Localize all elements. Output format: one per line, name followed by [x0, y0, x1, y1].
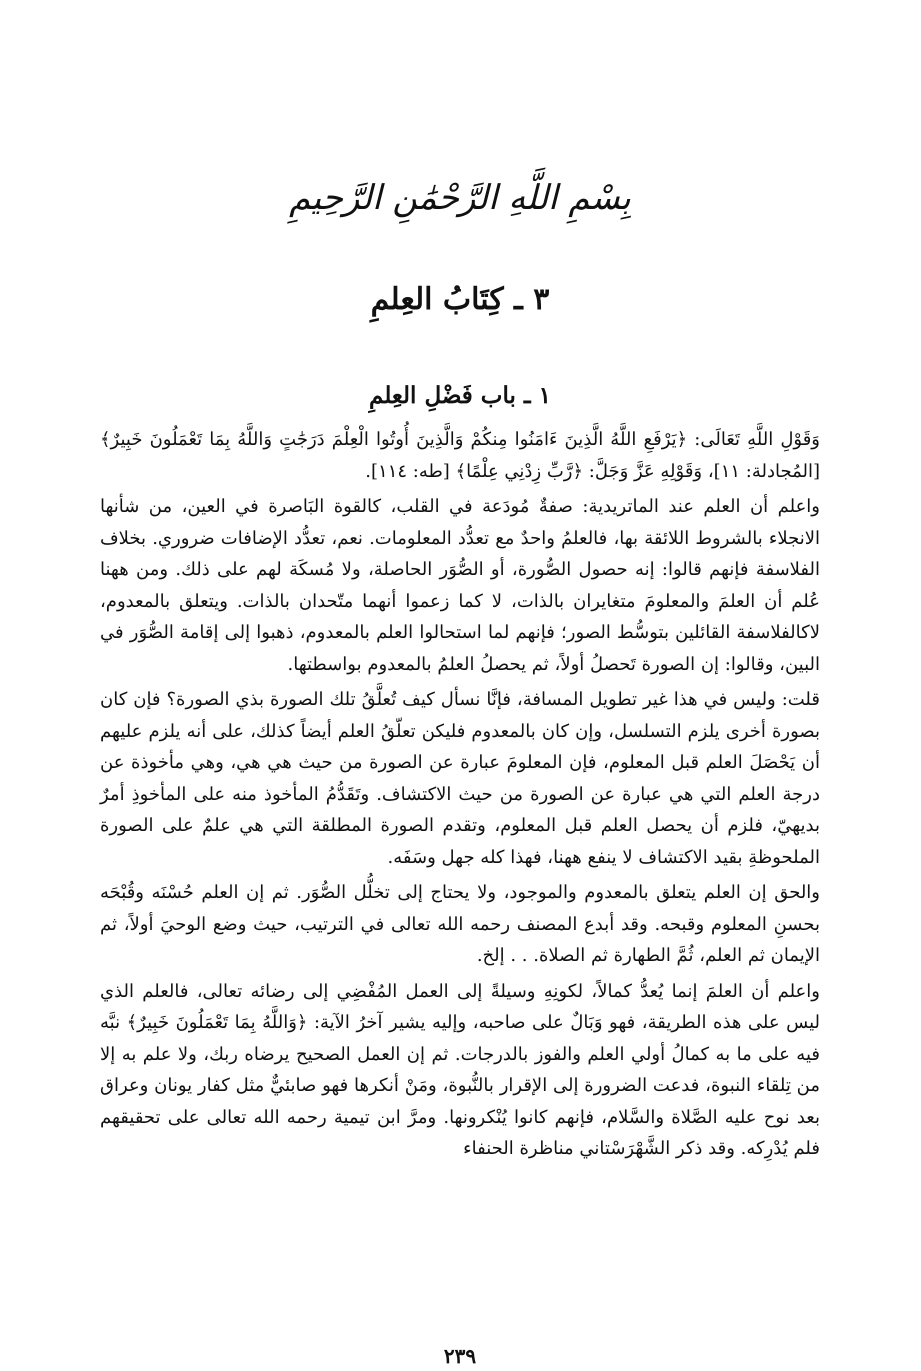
paragraph: قلت: وليس في هذا غير تطويل المسافة، فإنَّا نسأل كيف تُعلَّقُ تلك الصورة بذي الصورة؟ فإن كان بصورة أخرى يلزم التسلسل، وإن كان بالمعدوم فليكن تعلّقُ العلم أيضاً كذلك، على أنه يلزم عليهم أن يَحْصَلَ العلم قبل المعلوم، فإن المعلومَ عبارة عن الصورة من حيث هي هي، وهي مأخوذة عن درجة العلم التي هي عبارة عن الصورة من حيث الاكتشاف. وتَقَدُّمُ المأخوذ منه على المأخوذِ أمرٌ بديهيّ، فلزم أن يحصل العلم قبل المعلوم، وتقدم الصورة المطلقة التي هي علمٌ على الصورة الملحوظةِ بقيد الاكتشاف لا ينفع ههنا، فهذا كله جهل وسَفَه.: [100, 689, 820, 868]
paragraph: وَقَوْلِ اللَّهِ تَعَالَى: ﴿يَرْفَعِ اللَّهُ الَّذِينَ ءَامَنُوا مِنكُمْ وَالَّذِينَ أُوتُوا الْعِلْمَ دَرَجَٰتٍ وَاللَّهُ بِمَا تَعْمَلُونَ خَبِيرٌ﴾ [المُجادلة: ١١]، وَقَوْلِهِ عَزَّ وَجَلَّ: ﴿رَّبِّ زِدْنِي عِلْمًا﴾ [طه: ١١٤].: [100, 429, 820, 482]
chapter-title: ١ ـ باب فَضْلِ العِلمِ: [369, 382, 551, 409]
page-number: ٢٣٩: [443, 1344, 477, 1368]
paragraph: واعلم أن العلم عند الماتريدية: صفةٌ مُودَعة في القلب، كالقوة البَاصرة في العين، من شأنها الانجلاء بالشروط اللائقة بها، فالعلمُ واحدٌ مع تعدُّد المعلومات. نعم، تعدُّد الإضافات ضروري. بخلاف الفلاسفة فإنهم قالوا: إنه حصول الصُّورة، أو الصُّوَر الحاصلة، ولا مُسكَة لهم على ذلك. ومن ههنا عُلم أن العلمَ والمعلومَ متغايران بالذات، لا كما زعموا أنهما متّحدان بالذات. ويتعلق بالمعدوم، لاكالفلاسفة القائلين بتوسُّط الصور؛ فإنهم لما استحالوا العلم بالمعدوم، ذهبوا إلى إقامة الصُّوَر في البين، وقالوا: إن الصورة تَحصلُ أولاً، ثم يحصلُ العلمُ بالمعدوم بواسطتها.: [100, 496, 820, 675]
basmala: بِسْمِ اللَّهِ الرَّحْمَٰنِ الرَّحِيمِ: [289, 178, 631, 218]
book-title: ٣ ـ كِتَابُ العِلمِ: [370, 282, 550, 317]
book-page: [100, 0, 820, 1371]
paragraph: والحق إن العلم يتعلق بالمعدوم والموجود، ولا يحتاج إلى تخلُّل الصُّوَر. ثم إن العلم حُسْنَه وقُبْحَه بحسنِ المعلوم وقبحه. وقد أبدع المصنف رحمه الله تعالى في الترتيب، حيث وضع الوحيَ أولاً، ثم الإيمان ثم العلم، ثُمَّ الطهارة ثم الصلاة. . . إلخ.: [100, 882, 820, 966]
paragraph: واعلم أن العلمَ إنما يُعدُّ كمالاً، لكونِهِ وسيلةً إلى العمل المُفْضِي إلى رضائه تعالى، فالعلم الذي ليس على هذه الطريقة، فهو وَبَالٌ على صاحبه، وإليه يشير آخرُ الآية: ﴿وَاللَّهُ بِمَا تَعْمَلُونَ خَبِيرٌ﴾ نبَّه فيه على ما به كمالُ أولي العلم والفوز بالدرجات. ثم إن العمل الصحيح يرضاه ربك، ولا علم به إلا من تِلقاء النبوة، فدعت الضرورة إلى الإقرار بالنُّبوة، ومَنْ أنكرها فهو صابئيٌّ مثل كفار يونان وعراق بعد نوح عليه الصَّلاة والسَّلام، فإنهم كانوا يُنْكرونها. ومرَّ ابن تيمية رحمه الله تعالى على تحقيقهم فلم يُدْرِكه. وقد ذكر الشَّهْرَسْتاني مناظرة الحنفاء: [100, 980, 820, 1159]
body-text: [100, 424, 820, 1169]
